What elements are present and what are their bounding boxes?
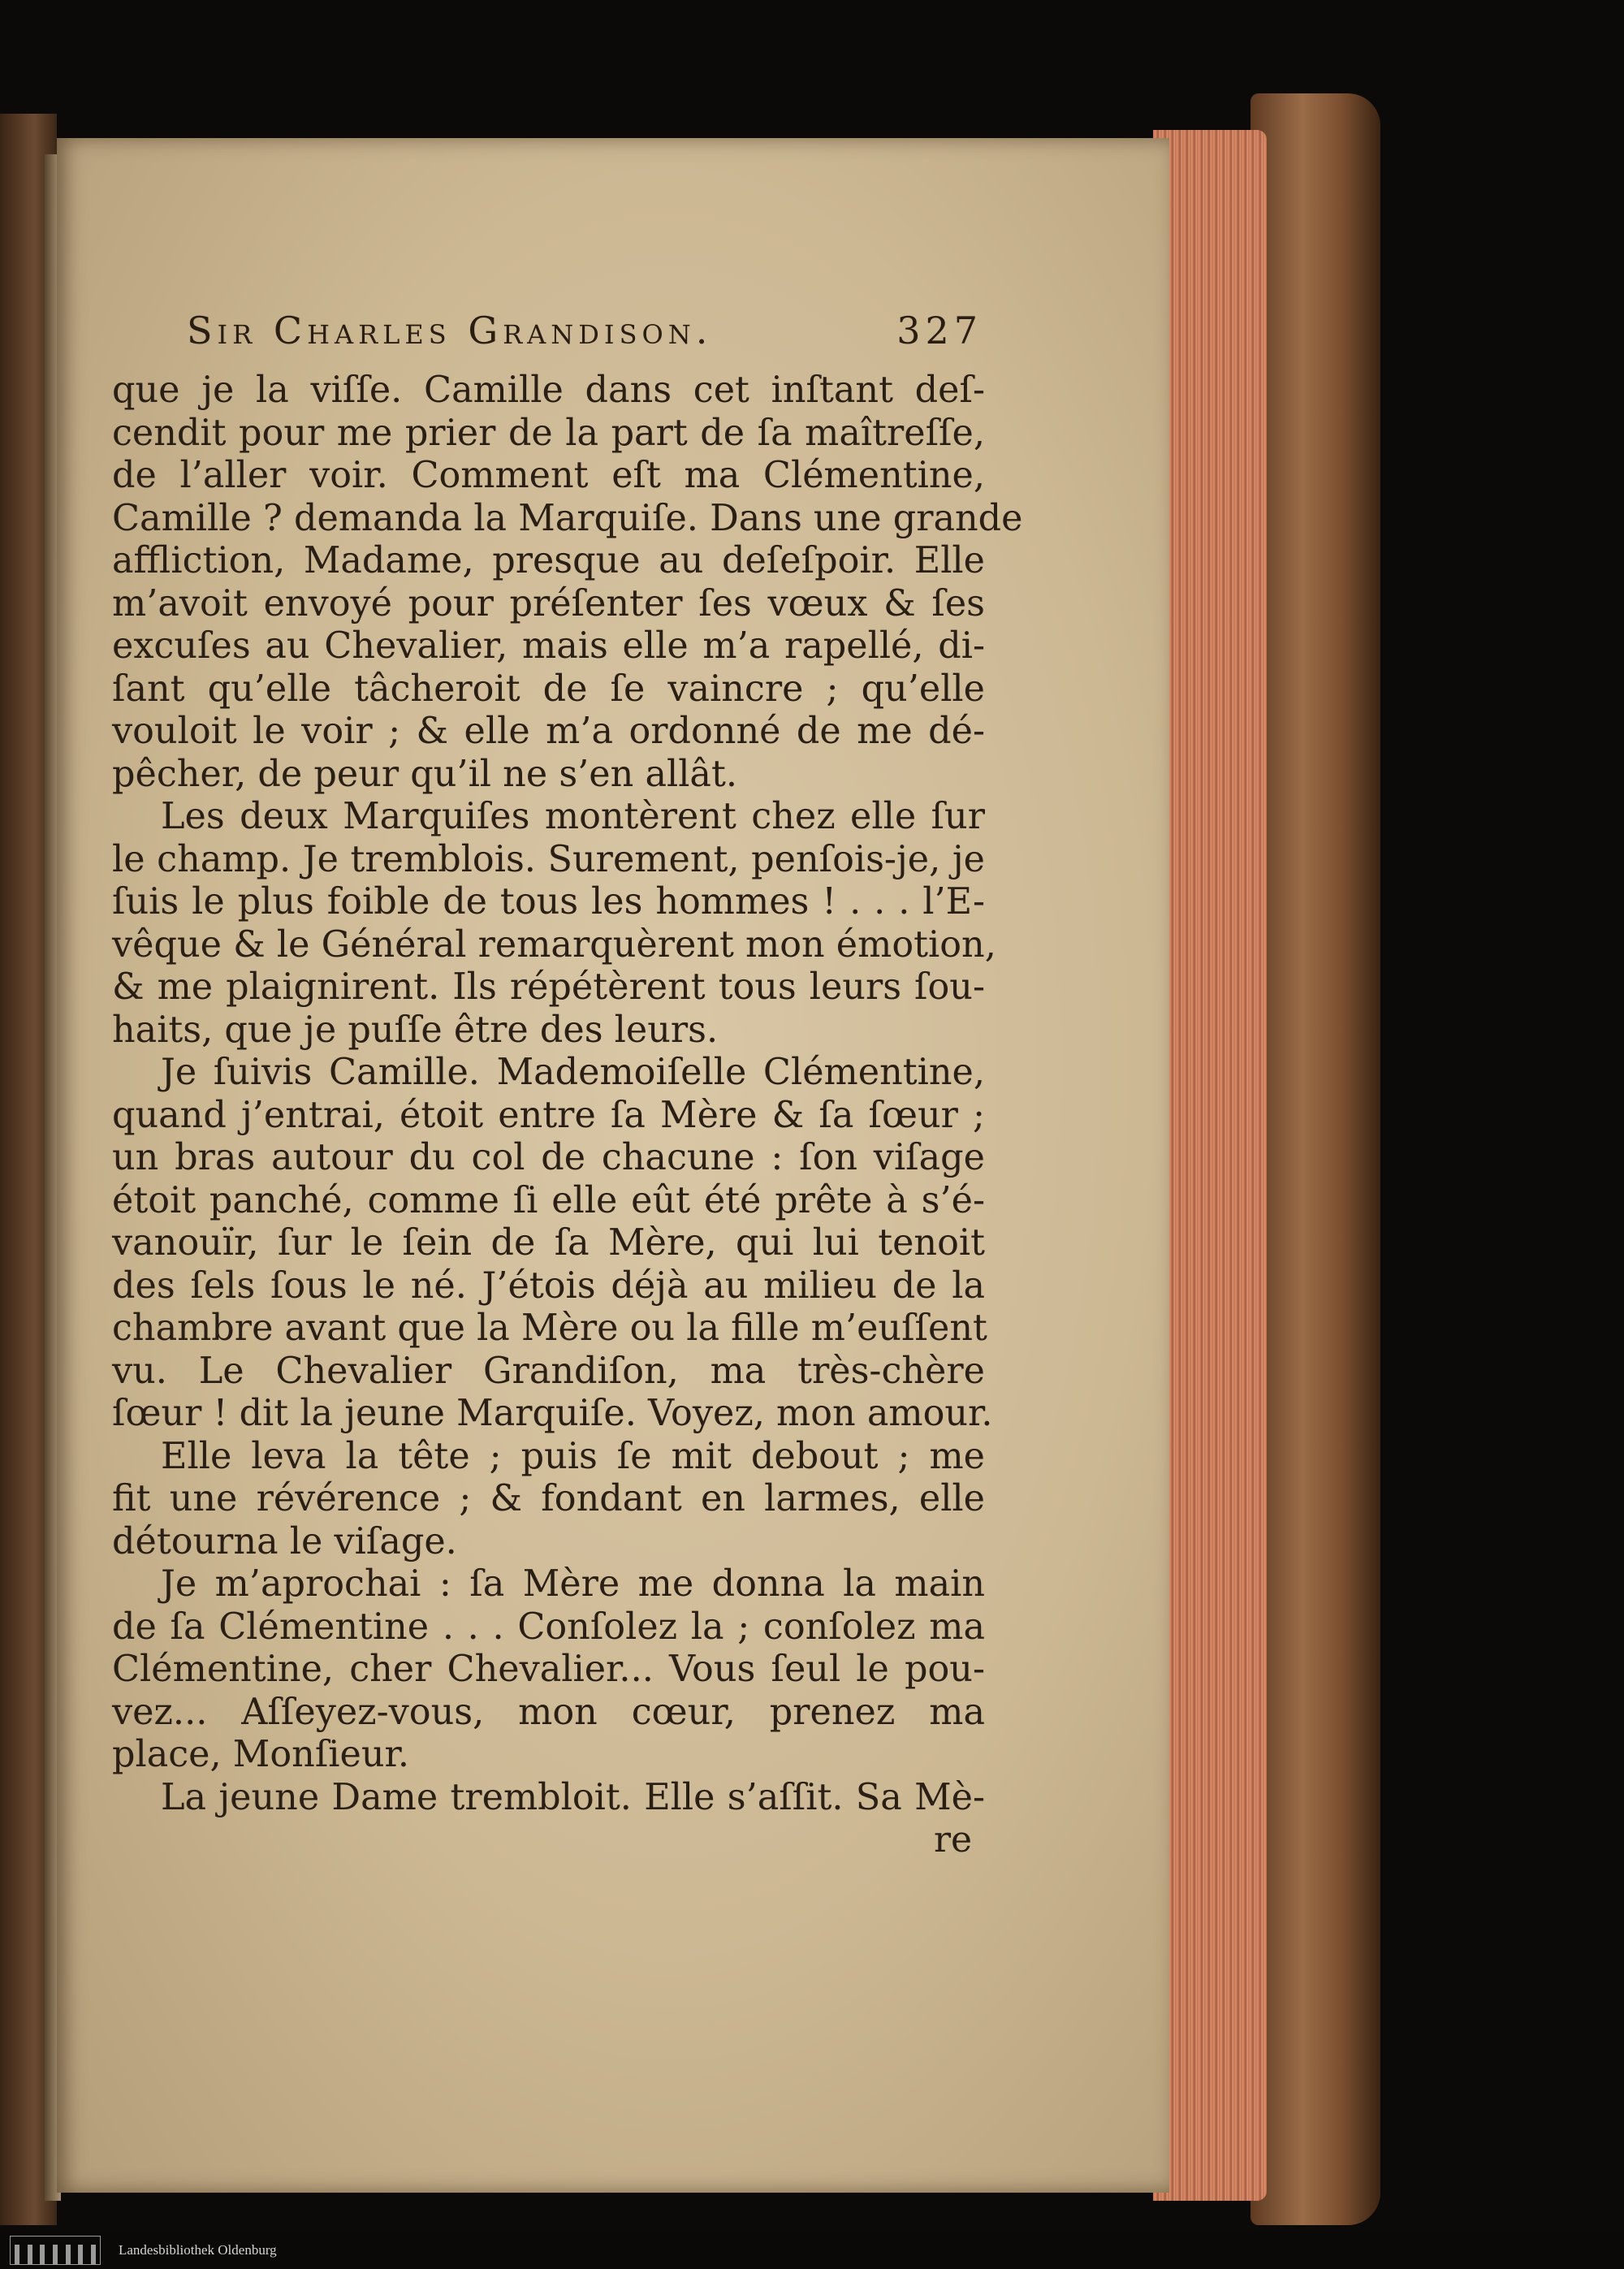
running-head	[187, 309, 983, 365]
text-line: quand j’entrai, étoit entre ſa Mère & ſa ſœur ;	[112, 1094, 985, 1136]
text-line: vu. Le Chevalier Grandiſon, ma très-chère	[112, 1350, 985, 1392]
text-line: & me plaignirent. Ils répétèrent tous leurs ſou-	[112, 966, 985, 1008]
text-line: vêque & le Général remarquèrent mon émotion,	[112, 923, 996, 966]
text-line: Clémentine, cher Chevalier... Vous ſeul le pou-	[112, 1649, 985, 1690]
paragraph-start: Elle leva la tête ; puis ſe mit debout ; me	[161, 1435, 985, 1477]
text-line: vouloit le voir ; & elle m’a ordonné de me dé-	[112, 711, 985, 752]
text-line: excuſes au Chevalier, mais elle m’a rapellé, di-	[112, 625, 985, 667]
text-line: ſant qu’elle tâcheroit de ſe vaincre ; qu’elle	[112, 668, 985, 710]
paragraph-start: Je ſuivis Camille. Mademoiſelle Clémentine,	[161, 1052, 985, 1093]
text-line: que je la viſſe. Camille dans cet inſtant deſ-	[112, 370, 985, 411]
text-line: pêcher, de peur qu’il ne s’en allât.	[112, 753, 737, 795]
text-line: place, Monſieur.	[112, 1734, 410, 1775]
library-building-icon	[10, 2236, 101, 2265]
text-line: haits, que je puſſe être des leurs.	[112, 1009, 719, 1051]
catchword: re	[934, 1819, 973, 1861]
page-number: 327	[896, 309, 983, 352]
body-text	[112, 370, 1023, 1819]
text-line: ſuis le plus foible de tous les hommes ! . . . l’E-	[112, 881, 985, 923]
paragraph-start: La jeune Dame trembloit. Elle s’aſſit. Sa Mè-	[161, 1776, 985, 1818]
text-line: ſœur ! dit la jeune Marquiſe. Voyez, mon amour.	[112, 1393, 993, 1434]
page-fore-edge	[1153, 130, 1267, 2201]
text-line: des ſels ſous le né. J’étois déjà au milieu de la	[112, 1264, 985, 1307]
footer-bar	[0, 2232, 1624, 2269]
text-line: un bras autour du col de chacune : ſon viſage	[112, 1137, 985, 1178]
running-head-title: Sir Charles Grandison.	[187, 309, 713, 352]
text-line: détourna le viſage.	[112, 1520, 457, 1562]
text-line: Camille ? demanda la Marquiſe. Dans une grande	[112, 497, 1023, 539]
text-line: cendit pour me prier de la part de ſa maîtreſſe,	[112, 412, 985, 454]
paragraph-start: Les deux Marquiſes montèrent chez elle ſur	[161, 796, 985, 837]
text-line: de ſa Clémentine . . . Conſolez la ; conſolez ma	[112, 1606, 985, 1648]
library-name: Landesbibliothek Oldenburg	[119, 2242, 277, 2258]
text-line: vez... Aſſeyez-vous, mon cœur, prenez ma	[112, 1691, 985, 1733]
text-line: affliction, Madame, presque au deſeſpoir. Elle	[112, 540, 985, 581]
text-line: de l’aller voir. Comment eſt ma Clémentine,	[112, 455, 985, 496]
paragraph-start: Je m’aprochai : ſa Mère me donna la main	[161, 1563, 985, 1605]
text-line: chambre avant que la Mère ou la fille m’euſſent	[112, 1307, 987, 1349]
book-cover-right	[1250, 93, 1380, 2225]
text-line: le champ. Je tremblois. Surement, penſois-je, je	[112, 838, 985, 880]
text-line: m’avoit envoyé pour préſenter ſes vœux & ſes	[112, 582, 985, 625]
text-line: fit une révérence ; & fondant en larmes, elle	[112, 1478, 985, 1519]
text-line: étoit panché, comme ſi elle eût été prête à s’é-	[112, 1179, 985, 1221]
text-line: vanouïr, ſur le ſein de ſa Mère, qui lui tenoit	[112, 1222, 985, 1264]
